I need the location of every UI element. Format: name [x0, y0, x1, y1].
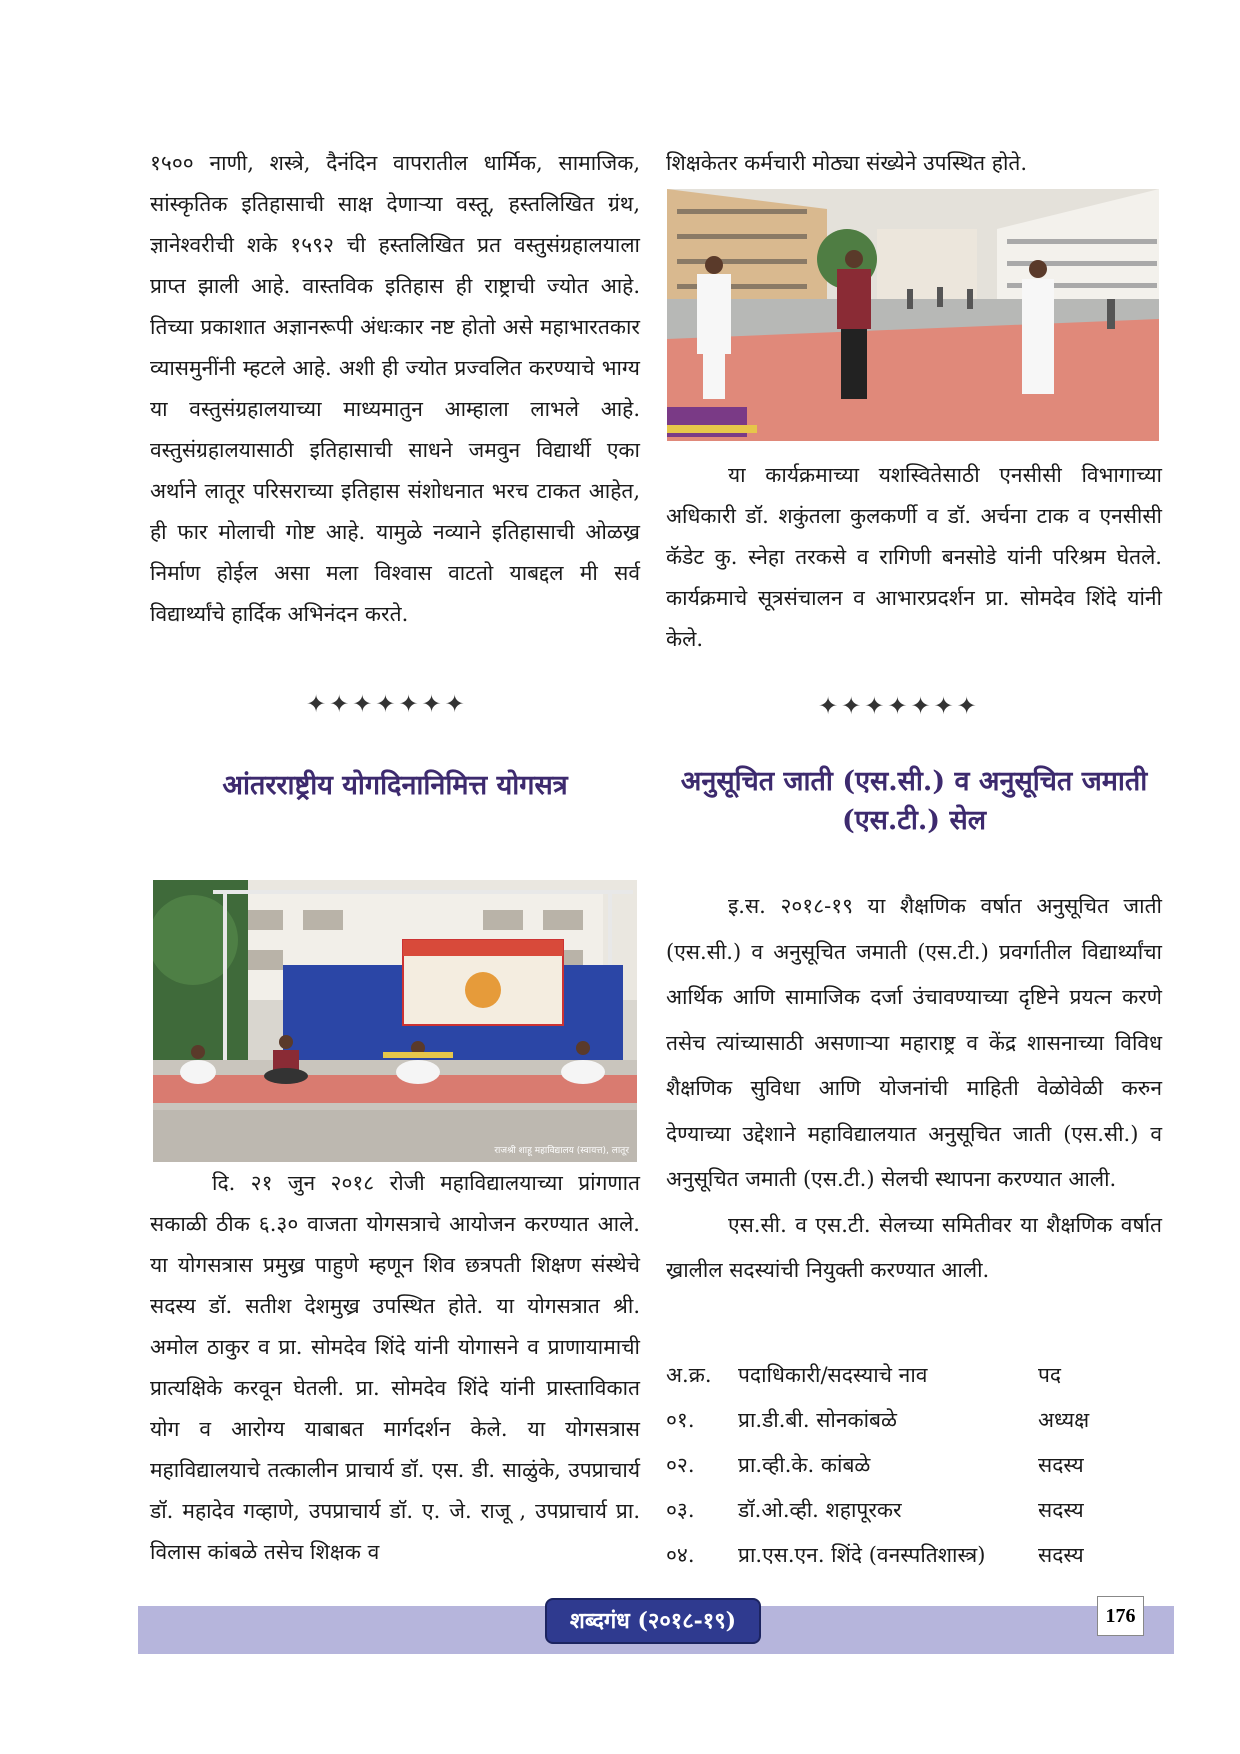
- photo-caption: राजश्री शाहू महाविद्यालय (स्वायत्त), लातूर: [494, 1146, 629, 1156]
- row-name: प्रा.व्ही.के. कांबळे: [738, 1452, 871, 1477]
- row-post: अध्यक्ष: [1038, 1407, 1090, 1432]
- table-row: [666, 1442, 1162, 1487]
- page-number: 176: [1097, 1596, 1144, 1636]
- right-ncc-text: [666, 455, 1162, 660]
- header-post: पद: [1038, 1362, 1062, 1387]
- right-continuation: [666, 143, 1162, 184]
- yoga-stage-photo: [153, 880, 637, 1162]
- row-name: प्रा.डी.बी. सोनकांबळे: [738, 1407, 898, 1432]
- row-serial: ०२.: [666, 1452, 695, 1477]
- ncc-paragraph: या कार्यक्रमाच्या यशस्वितेसाठी एनसीसी विभागाच्या अधिकारी डॉ. शकुंतला कुलकर्णी व डॉ. अर्चना टाक व एनसीसी कॅडेट कु. स्नेहा तरकसे व रागिणी बनसोडे यांनी परिश्रम घेतले. कार्यक्रमाचे सूत्रसंचालन व आभारप्रदर्शन प्रा. सोमदेव शिंदे यांनी केले.: [666, 463, 1162, 651]
- sc-st-cell-heading: अनुसूचित जाती (एस.सी.) व अनुसूचित जमाती (एस.टी.) सेल: [680, 766, 1148, 836]
- table-row: [666, 1532, 1162, 1577]
- left-intro: [150, 143, 640, 635]
- committee-paragraph: एस.सी. व एस.टी. सेलच्या समितीवर या शैक्षणिक वर्षात ख्रालील सदस्यांची नियुक्ती करण्यात आली.: [666, 1212, 1162, 1282]
- cell-paragraph: इ.स. २०१८-१९ या शैक्षणिक वर्षात अनुसूचित जाती (एस.सी.) व अनुसूचित जमाती (एस.टी.) प्रवर्गातील विद्यार्थ्यांचा आर्थिक आणि सामाजिक दर्जा उंचावण्याच्या दृष्टिने प्रयत्न करणे तसेच त्यांच्यासाठी असणाऱ्या महाराष्ट्र व केंद्र शासनाच्या विविध शैक्षणिक सुविधा आणि योजनांची माहिती वेळोवेळी करुन देण्याच्या उद्देशाने महाविद्यालयात अनुसूचित जाती (एस.सी.) व अनुसूचित जमाती (एस.टी.) सेलची स्थापना करण्यात आली.: [666, 894, 1162, 1191]
- table-row: [666, 1397, 1162, 1442]
- header-serial: अ.क्र.: [666, 1362, 712, 1387]
- row-serial: ०१.: [666, 1407, 695, 1432]
- continuation-line: शिक्षकेतर कर्मचारी मोठ्या संख्येने उपस्थित होते.: [666, 151, 1028, 175]
- row-name: डॉ.ओ.व्ही. शहापूरकर: [738, 1497, 902, 1522]
- row-post: सदस्य: [1038, 1542, 1084, 1567]
- yoga-stage-image: [153, 880, 637, 1162]
- magazine-title-badge: शब्दगंध (२०१८-१९): [545, 1598, 761, 1644]
- table-header-row: [666, 1352, 1162, 1397]
- row-post: सदस्य: [1038, 1497, 1084, 1522]
- yoga-ground-image: [667, 189, 1159, 441]
- right-cell-text: [666, 884, 1162, 1294]
- separator-right: ✦✦✦✦✦✦✦: [818, 692, 980, 720]
- intro-paragraph: १५०० नाणी, शस्त्रे, दैनंदिन वापरातील धार्मिक, सामाजिक, सांस्कृतिक इतिहासाची साक्ष देणाऱ्या वस्तू, हस्तलिखित ग्रंथ, ज्ञानेश्वरीची शके १५९२ ची हस्तलिखित प्रत वस्तुसंग्रहालयाला प्राप्त झाली आहे. वास्तविक इतिहास ही राष्ट्राची ज्योत आहे. तिच्या प्रकाशात अज्ञानरूपी अंधःकार नष्ट होतो असे महाभारतकार व्यासमुनींनी म्हटले आहे. अशी ही ज्योत प्रज्वलित करण्याचे भाग्य या वस्तुसंग्रहालयाच्या माध्यमातुन आम्हाला लाभले आहे. वस्तुसंग्रहालयासाठी इतिहासाची साधने जमवुन विद्यार्थी एका अर्थाने लातूर परिसराच्या इतिहास संशोधनात भरच टाकत आहेत, ही फार मोलाची गोष्ट आहे. यामुळे नव्याने इतिहासाची ओळख्र निर्माण होईल असा मला विश्वास वाटतो याबद्दल मी सर्व विद्यार्थ्यांचे हार्दिक अभिनंदन करते.: [150, 151, 640, 626]
- table-row: [666, 1487, 1162, 1532]
- row-serial: ०४.: [666, 1542, 695, 1567]
- yoga-ground-photo: [667, 189, 1159, 441]
- row-name: प्रा.एस.एन. शिंदे (वनस्पतिशास्त्र): [738, 1542, 986, 1567]
- header-name: पदाधिकारी/सदस्याचे नाव: [738, 1362, 928, 1387]
- left-yoga-text: [150, 1163, 640, 1573]
- row-serial: ०३.: [666, 1497, 695, 1522]
- yoga-heading: आंतरराष्ट्रीय योगदिनानिमित्त योगसत्र: [222, 770, 568, 801]
- separator-left: ✦✦✦✦✦✦✦: [306, 690, 468, 718]
- yoga-paragraph: दि. २१ जुन २०१८ रोजी महाविद्यालयाच्या प्रांगणात सकाळी ठीक ६.३० वाजता योगसत्राचे आयोजन करण्यात आले. या योगसत्रास प्रमुख्र पाहुणे म्हणून शिव छत्रपती शिक्षण संस्थेचे सदस्य डॉ. सतीश देशमुख्र उपस्थित होते. या योगसत्रात श्री. अमोल ठाकुर व प्रा. सोमदेव शिंदे यांनी योगासने व प्राणायामाची प्रात्यक्षिके करवून घेतली. प्रा. सोमदेव शिंदे यांनी प्रास्ताविकात योग व आरोग्य याबाबत मार्गदर्शन केले. या योगसत्रास महाविद्यालयाचे तत्कालीन प्राचार्य डॉ. एस. डी. साळुंके, उपप्राचार्य डॉ. महादेव गव्हाणे, उपप्राचार्य डॉ. ए. जे. राजू , उपप्राचार्य प्रा. विलास कांबळे तसेच शिक्षक व: [150, 1171, 640, 1564]
- row-post: सदस्य: [1038, 1452, 1084, 1477]
- members-table: [666, 1352, 1162, 1577]
